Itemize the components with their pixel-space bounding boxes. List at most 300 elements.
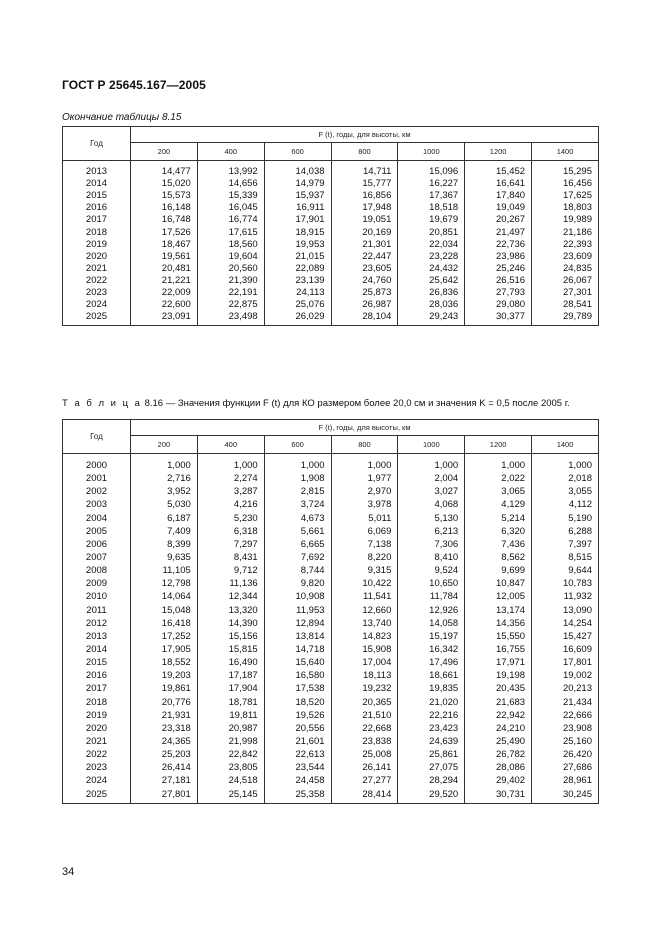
value-cell: 6,213 — [398, 525, 465, 538]
table-row — [63, 190, 599, 202]
value-cell: 14,038 — [264, 161, 331, 179]
value-cell: 18,467 — [131, 239, 198, 251]
value-cell: 8,220 — [331, 551, 398, 564]
value-cell: 17,367 — [398, 190, 465, 202]
value-cell: 7,297 — [197, 538, 264, 551]
value-cell: 24,113 — [264, 287, 331, 299]
value-cell: 24,639 — [398, 735, 465, 748]
year-cell: 2004 — [63, 512, 131, 525]
table-row — [63, 604, 599, 617]
value-cell: 10,908 — [264, 590, 331, 603]
value-cell: 22,191 — [197, 287, 264, 299]
value-cell: 18,661 — [398, 669, 465, 682]
value-cell: 8,744 — [264, 564, 331, 577]
year-cell: 2014 — [63, 178, 131, 190]
value-cell: 25,246 — [465, 263, 532, 275]
value-cell: 11,105 — [131, 564, 198, 577]
year-cell: 2016 — [63, 202, 131, 214]
value-cell: 21,020 — [398, 696, 465, 709]
value-cell: 20,435 — [465, 682, 532, 695]
value-cell: 24,760 — [331, 275, 398, 287]
value-cell: 17,948 — [331, 202, 398, 214]
value-cell: 20,213 — [532, 682, 599, 695]
table-row — [63, 251, 599, 263]
year-cell: 2019 — [63, 239, 131, 251]
value-cell: 21,390 — [197, 275, 264, 287]
value-cell: 22,875 — [197, 299, 264, 311]
value-cell: 24,458 — [264, 774, 331, 787]
value-cell: 19,526 — [264, 709, 331, 722]
value-cell: 17,625 — [532, 190, 599, 202]
value-cell: 25,008 — [331, 748, 398, 761]
value-cell: 3,724 — [264, 498, 331, 511]
value-cell: 12,894 — [264, 617, 331, 630]
table-row — [63, 669, 599, 682]
value-cell: 15,452 — [465, 161, 532, 179]
table-row — [63, 564, 599, 577]
value-cell: 25,642 — [398, 275, 465, 287]
table-8-16 — [62, 419, 599, 804]
table-row — [63, 263, 599, 275]
value-cell: 15,197 — [398, 630, 465, 643]
value-cell: 23,318 — [131, 722, 198, 735]
value-cell: 14,390 — [197, 617, 264, 630]
table-label: Т а б л и ц а — [62, 398, 142, 409]
table-row — [63, 774, 599, 787]
value-cell: 12,005 — [465, 590, 532, 603]
value-cell: 2,004 — [398, 472, 465, 485]
value-cell: 11,784 — [398, 590, 465, 603]
value-cell: 17,801 — [532, 656, 599, 669]
value-cell: 7,397 — [532, 538, 599, 551]
value-cell: 18,113 — [331, 669, 398, 682]
value-cell: 28,086 — [465, 761, 532, 774]
value-cell: 6,665 — [264, 538, 331, 551]
value-cell: 22,009 — [131, 287, 198, 299]
value-cell: 22,613 — [264, 748, 331, 761]
value-cell: 19,198 — [465, 669, 532, 682]
value-cell: 5,214 — [465, 512, 532, 525]
year-cell: 2007 — [63, 551, 131, 564]
value-cell: 24,835 — [532, 263, 599, 275]
value-cell: 18,518 — [398, 202, 465, 214]
value-cell: 20,987 — [197, 722, 264, 735]
value-cell: 19,811 — [197, 709, 264, 722]
value-cell: 10,650 — [398, 577, 465, 590]
value-cell: 14,718 — [264, 643, 331, 656]
value-cell: 9,524 — [398, 564, 465, 577]
value-cell: 16,580 — [264, 669, 331, 682]
value-cell: 30,245 — [532, 788, 599, 804]
value-cell: 23,605 — [331, 263, 398, 275]
value-cell: 14,711 — [331, 161, 398, 179]
value-cell: 23,498 — [197, 311, 264, 326]
value-cell: 16,418 — [131, 617, 198, 630]
value-cell: 22,034 — [398, 239, 465, 251]
table-8-15 — [62, 126, 599, 326]
table-row — [63, 656, 599, 669]
value-cell: 10,847 — [465, 577, 532, 590]
value-cell: 17,840 — [465, 190, 532, 202]
value-cell: 16,774 — [197, 214, 264, 226]
value-cell: 25,861 — [398, 748, 465, 761]
value-cell: 7,692 — [264, 551, 331, 564]
value-cell: 24,518 — [197, 774, 264, 787]
height-header: 1200 — [465, 436, 532, 454]
value-cell: 15,156 — [197, 630, 264, 643]
value-cell: 13,814 — [264, 630, 331, 643]
height-header: 600 — [264, 436, 331, 454]
value-cell: 8,431 — [197, 551, 264, 564]
value-cell: 30,377 — [465, 311, 532, 326]
value-cell: 26,067 — [532, 275, 599, 287]
value-cell: 11,541 — [331, 590, 398, 603]
value-cell: 9,712 — [197, 564, 264, 577]
value-cell: 28,961 — [532, 774, 599, 787]
year-cell: 2006 — [63, 538, 131, 551]
value-cell: 19,049 — [465, 202, 532, 214]
value-cell: 26,836 — [398, 287, 465, 299]
value-cell: 22,842 — [197, 748, 264, 761]
value-cell: 1,000 — [264, 454, 331, 473]
value-cell: 8,515 — [532, 551, 599, 564]
value-cell: 23,805 — [197, 761, 264, 774]
value-cell: 18,781 — [197, 696, 264, 709]
table-row — [63, 275, 599, 287]
value-cell: 16,148 — [131, 202, 198, 214]
value-cell: 6,318 — [197, 525, 264, 538]
table-row — [63, 735, 599, 748]
value-cell: 26,782 — [465, 748, 532, 761]
value-cell: 15,815 — [197, 643, 264, 656]
value-cell: 22,736 — [465, 239, 532, 251]
value-cell: 17,904 — [197, 682, 264, 695]
height-header: 400 — [197, 143, 264, 161]
table-row — [63, 643, 599, 656]
value-cell: 23,423 — [398, 722, 465, 735]
value-cell: 23,908 — [532, 722, 599, 735]
value-cell: 5,011 — [331, 512, 398, 525]
value-cell: 20,556 — [264, 722, 331, 735]
year-cell: 2003 — [63, 498, 131, 511]
height-header: 800 — [331, 143, 398, 161]
year-cell: 2025 — [63, 311, 131, 326]
value-cell: 15,339 — [197, 190, 264, 202]
value-cell: 20,365 — [331, 696, 398, 709]
value-cell: 1,977 — [331, 472, 398, 485]
value-cell: 21,015 — [264, 251, 331, 263]
value-cell: 3,055 — [532, 485, 599, 498]
value-cell: 2,274 — [197, 472, 264, 485]
value-cell: 15,427 — [532, 630, 599, 643]
value-cell: 3,287 — [197, 485, 264, 498]
value-cell: 21,683 — [465, 696, 532, 709]
table-row — [63, 788, 599, 804]
value-cell: 9,699 — [465, 564, 532, 577]
value-cell: 19,232 — [331, 682, 398, 695]
value-cell: 1,000 — [331, 454, 398, 473]
value-cell: 19,861 — [131, 682, 198, 695]
year-cell: 2024 — [63, 774, 131, 787]
value-cell: 26,987 — [331, 299, 398, 311]
value-cell: 25,076 — [264, 299, 331, 311]
value-cell: 5,130 — [398, 512, 465, 525]
value-cell: 29,243 — [398, 311, 465, 326]
table-row — [63, 761, 599, 774]
value-cell: 25,873 — [331, 287, 398, 299]
table-row — [63, 617, 599, 630]
height-group-header: F (t), годы, для высоты, км — [131, 127, 599, 143]
value-cell: 22,216 — [398, 709, 465, 722]
value-cell: 21,510 — [331, 709, 398, 722]
table-row — [63, 202, 599, 214]
value-cell: 21,931 — [131, 709, 198, 722]
value-cell: 26,029 — [264, 311, 331, 326]
height-header: 800 — [331, 436, 398, 454]
value-cell: 24,365 — [131, 735, 198, 748]
value-cell: 16,490 — [197, 656, 264, 669]
value-cell: 1,000 — [197, 454, 264, 473]
value-cell: 15,295 — [532, 161, 599, 179]
value-cell: 27,686 — [532, 761, 599, 774]
year-cell: 2022 — [63, 275, 131, 287]
value-cell: 28,104 — [331, 311, 398, 326]
table-row — [63, 498, 599, 511]
table-row — [63, 178, 599, 190]
value-cell: 6,187 — [131, 512, 198, 525]
value-cell: 19,989 — [532, 214, 599, 226]
value-cell: 20,481 — [131, 263, 198, 275]
value-cell: 16,609 — [532, 643, 599, 656]
value-cell: 21,221 — [131, 275, 198, 287]
year-column-header: Год — [63, 420, 131, 454]
value-cell: 14,254 — [532, 617, 599, 630]
value-cell: 8,399 — [131, 538, 198, 551]
height-header: 200 — [131, 436, 198, 454]
value-cell: 16,227 — [398, 178, 465, 190]
value-cell: 4,216 — [197, 498, 264, 511]
year-cell: 2025 — [63, 788, 131, 804]
value-cell: 29,520 — [398, 788, 465, 804]
value-cell: 3,952 — [131, 485, 198, 498]
year-cell: 2023 — [63, 761, 131, 774]
value-cell: 15,777 — [331, 178, 398, 190]
value-cell: 13,090 — [532, 604, 599, 617]
year-cell: 2018 — [63, 226, 131, 238]
value-cell: 22,666 — [532, 709, 599, 722]
value-cell: 5,030 — [131, 498, 198, 511]
value-cell: 15,573 — [131, 190, 198, 202]
value-cell: 17,971 — [465, 656, 532, 669]
value-cell: 23,228 — [398, 251, 465, 263]
value-cell: 12,660 — [331, 604, 398, 617]
year-cell: 2015 — [63, 190, 131, 202]
height-header: 1200 — [465, 143, 532, 161]
value-cell: 3,027 — [398, 485, 465, 498]
table-8-16-caption — [62, 398, 570, 409]
value-cell: 8,562 — [465, 551, 532, 564]
height-header: 1000 — [398, 436, 465, 454]
table-row — [63, 161, 599, 179]
value-cell: 3,978 — [331, 498, 398, 511]
value-cell: 13,992 — [197, 161, 264, 179]
value-cell: 20,776 — [131, 696, 198, 709]
table-row — [63, 472, 599, 485]
value-cell: 20,267 — [465, 214, 532, 226]
year-cell: 2012 — [63, 617, 131, 630]
year-cell: 2018 — [63, 696, 131, 709]
year-cell: 2000 — [63, 454, 131, 473]
value-cell: 27,801 — [131, 788, 198, 804]
table-row — [63, 748, 599, 761]
year-cell: 2010 — [63, 590, 131, 603]
value-cell: 21,301 — [331, 239, 398, 251]
table-body — [63, 161, 599, 326]
value-cell: 16,911 — [264, 202, 331, 214]
value-cell: 16,748 — [131, 214, 198, 226]
table-row — [63, 630, 599, 643]
value-cell: 22,668 — [331, 722, 398, 735]
year-cell: 2005 — [63, 525, 131, 538]
value-cell: 16,856 — [331, 190, 398, 202]
document-header: ГОСТ Р 25645.167—2005 — [62, 78, 206, 92]
table-row — [63, 538, 599, 551]
value-cell: 22,942 — [465, 709, 532, 722]
table-row — [63, 551, 599, 564]
value-cell: 19,051 — [331, 214, 398, 226]
value-cell: 2,970 — [331, 485, 398, 498]
value-cell: 13,174 — [465, 604, 532, 617]
value-cell: 25,203 — [131, 748, 198, 761]
value-cell: 7,138 — [331, 538, 398, 551]
value-cell: 19,203 — [131, 669, 198, 682]
value-cell: 23,609 — [532, 251, 599, 263]
year-cell: 2008 — [63, 564, 131, 577]
value-cell: 20,851 — [398, 226, 465, 238]
table-row — [63, 214, 599, 226]
value-cell: 17,252 — [131, 630, 198, 643]
height-group-header: F (t), годы, для высоты, км — [131, 420, 599, 436]
value-cell: 16,045 — [197, 202, 264, 214]
value-cell: 19,679 — [398, 214, 465, 226]
value-cell: 14,058 — [398, 617, 465, 630]
year-cell: 2015 — [63, 656, 131, 669]
value-cell: 14,979 — [264, 178, 331, 190]
value-cell: 7,306 — [398, 538, 465, 551]
table-row — [63, 239, 599, 251]
value-cell: 21,601 — [264, 735, 331, 748]
value-cell: 30,731 — [465, 788, 532, 804]
year-cell: 2020 — [63, 251, 131, 263]
value-cell: 14,356 — [465, 617, 532, 630]
year-cell: 2001 — [63, 472, 131, 485]
value-cell: 12,344 — [197, 590, 264, 603]
value-cell: 15,096 — [398, 161, 465, 179]
value-cell: 15,640 — [264, 656, 331, 669]
value-cell: 11,136 — [197, 577, 264, 590]
value-cell: 23,139 — [264, 275, 331, 287]
value-cell: 19,953 — [264, 239, 331, 251]
value-cell: 1,908 — [264, 472, 331, 485]
value-cell: 1,000 — [465, 454, 532, 473]
year-cell: 2013 — [63, 630, 131, 643]
year-cell: 2020 — [63, 722, 131, 735]
value-cell: 28,294 — [398, 774, 465, 787]
value-cell: 17,004 — [331, 656, 398, 669]
value-cell: 14,823 — [331, 630, 398, 643]
value-cell: 1,000 — [532, 454, 599, 473]
value-cell: 12,798 — [131, 577, 198, 590]
year-cell: 2013 — [63, 161, 131, 179]
value-cell: 29,789 — [532, 311, 599, 326]
value-cell: 17,538 — [264, 682, 331, 695]
year-cell: 2014 — [63, 643, 131, 656]
table-row — [63, 512, 599, 525]
value-cell: 26,516 — [465, 275, 532, 287]
value-cell: 4,068 — [398, 498, 465, 511]
table-row — [63, 577, 599, 590]
value-cell: 17,496 — [398, 656, 465, 669]
value-cell: 16,456 — [532, 178, 599, 190]
value-cell: 27,793 — [465, 287, 532, 299]
value-cell: 28,036 — [398, 299, 465, 311]
year-cell: 2021 — [63, 735, 131, 748]
table-row — [63, 709, 599, 722]
value-cell: 25,160 — [532, 735, 599, 748]
value-cell: 7,436 — [465, 538, 532, 551]
value-cell: 17,905 — [131, 643, 198, 656]
value-cell: 19,561 — [131, 251, 198, 263]
year-cell: 2022 — [63, 748, 131, 761]
height-header: 1400 — [532, 436, 599, 454]
value-cell: 15,048 — [131, 604, 198, 617]
value-cell: 6,288 — [532, 525, 599, 538]
value-cell: 9,315 — [331, 564, 398, 577]
value-cell: 18,803 — [532, 202, 599, 214]
value-cell: 15,550 — [465, 630, 532, 643]
value-cell: 10,422 — [331, 577, 398, 590]
year-cell: 2009 — [63, 577, 131, 590]
value-cell: 22,447 — [331, 251, 398, 263]
table-row — [63, 226, 599, 238]
value-cell: 21,497 — [465, 226, 532, 238]
value-cell: 20,169 — [331, 226, 398, 238]
value-cell: 11,953 — [264, 604, 331, 617]
value-cell: 27,277 — [331, 774, 398, 787]
value-cell: 22,600 — [131, 299, 198, 311]
value-cell: 15,020 — [131, 178, 198, 190]
table-row — [63, 287, 599, 299]
value-cell: 25,145 — [197, 788, 264, 804]
value-cell: 13,320 — [197, 604, 264, 617]
table-row — [63, 525, 599, 538]
value-cell: 20,560 — [197, 263, 264, 275]
value-cell: 27,181 — [131, 774, 198, 787]
table-row — [63, 454, 599, 473]
height-header: 600 — [264, 143, 331, 161]
value-cell: 6,320 — [465, 525, 532, 538]
value-cell: 23,091 — [131, 311, 198, 326]
value-cell: 1,000 — [398, 454, 465, 473]
value-cell: 2,716 — [131, 472, 198, 485]
value-cell: 15,937 — [264, 190, 331, 202]
year-cell: 2002 — [63, 485, 131, 498]
value-cell: 21,186 — [532, 226, 599, 238]
value-cell: 4,112 — [532, 498, 599, 511]
table-row — [63, 311, 599, 326]
value-cell: 14,064 — [131, 590, 198, 603]
value-cell: 27,075 — [398, 761, 465, 774]
